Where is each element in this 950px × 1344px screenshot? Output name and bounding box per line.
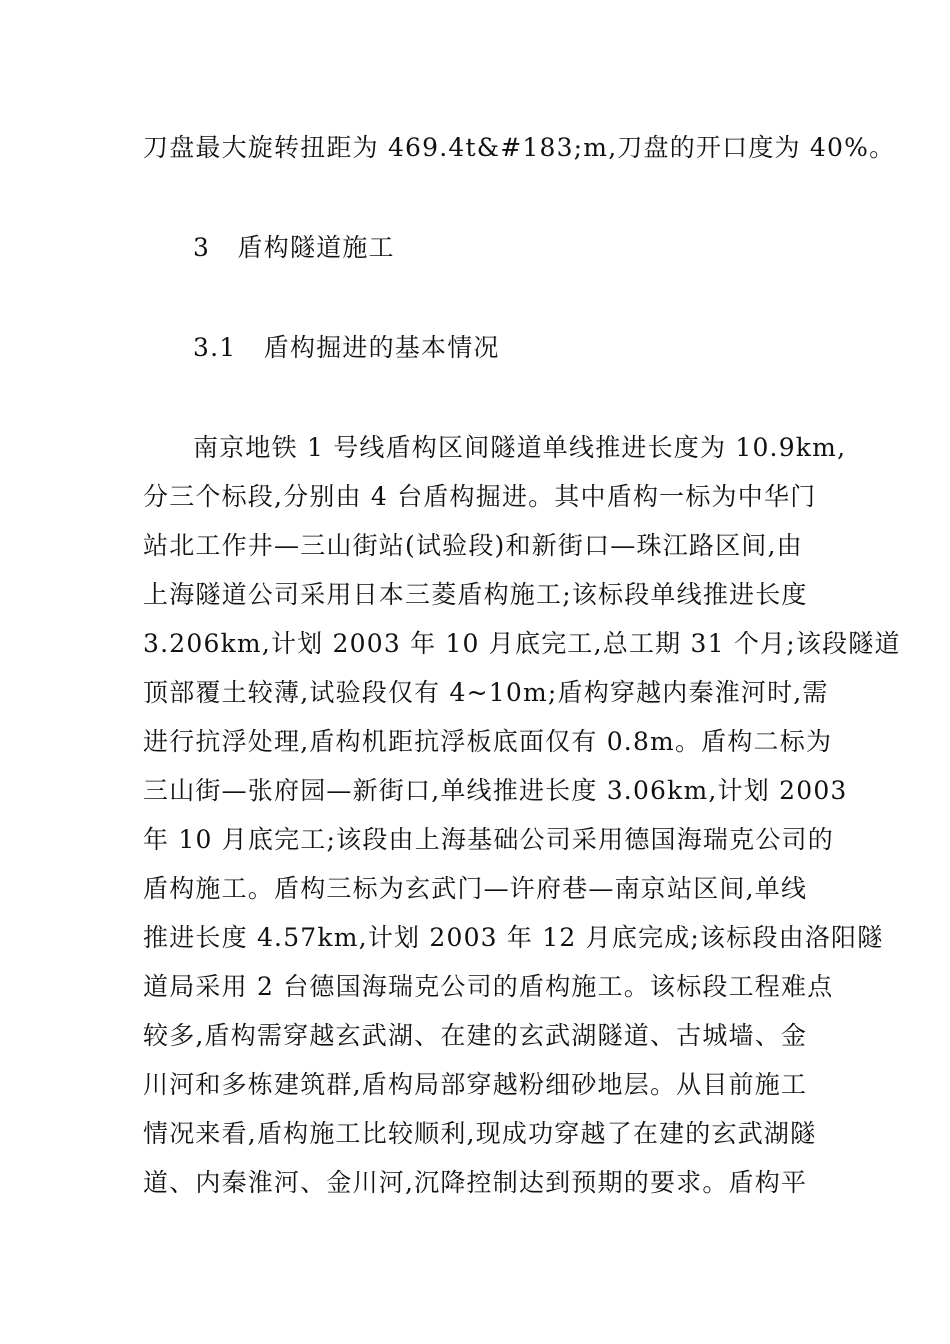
- paragraph-line: 盾构施工。盾构三标为玄武门—许府巷—南京站区间,单线: [143, 874, 808, 903]
- paragraph-line: 顶部覆土较薄,试验段仅有 4~10m;盾构穿越内秦淮河时,需: [143, 678, 829, 707]
- paragraph-line: 道局采用 2 台德国海瑞克公司的盾构施工。该标段工程难点: [143, 972, 834, 1001]
- paragraph-line: 分三个标段,分别由 4 台盾构掘进。其中盾构一标为中华门: [143, 482, 817, 511]
- paragraph-line: 站北工作井—三山街站(试验段)和新街口—珠江路区间,由: [143, 531, 803, 560]
- paragraph-line: 进行抗浮处理,盾构机距抗浮板底面仅有 0.8m。盾构二标为: [143, 727, 833, 756]
- intro-line: 刀盘最大旋转扭距为 469.4t&#183;m,刀盘的开口度为 40%。: [143, 133, 896, 162]
- paragraph-line: 较多,盾构需穿越玄武湖、在建的玄武湖隧道、古城墙、金: [143, 1021, 808, 1050]
- paragraph-line: 道、内秦淮河、金川河,沉降控制达到预期的要求。盾构平: [143, 1168, 808, 1197]
- paragraph-line: 推进长度 4.57km,计划 2003 年 12 月底完成;该标段由洛阳隧: [143, 923, 884, 952]
- paragraph-line: 上海隧道公司采用日本三菱盾构施工;该标段单线推进长度: [143, 580, 808, 609]
- paragraph-line: 情况来看,盾构施工比较顺利,现成功穿越了在建的玄武湖隧: [143, 1119, 817, 1148]
- paragraph-line: 年 10 月底完工;该段由上海基础公司采用德国海瑞克公司的: [143, 825, 834, 854]
- paragraph-line: 川河和多栋建筑群,盾构局部穿越粉细砂地层。从目前施工: [143, 1070, 808, 1099]
- subsection-heading: 3.1 盾构掘进的基本情况: [193, 333, 500, 362]
- section-heading: 3 盾构隧道施工: [193, 233, 395, 262]
- paragraph-line: 三山街—张府园—新街口,单线推进长度 3.06km,计划 2003: [143, 776, 848, 805]
- paragraph-line: 3.206km,计划 2003 年 10 月底完工,总工期 31 个月;该段隧道: [143, 629, 901, 658]
- paragraph-line: 南京地铁 1 号线盾构区间隧道单线推进长度为 10.9km,: [193, 433, 847, 462]
